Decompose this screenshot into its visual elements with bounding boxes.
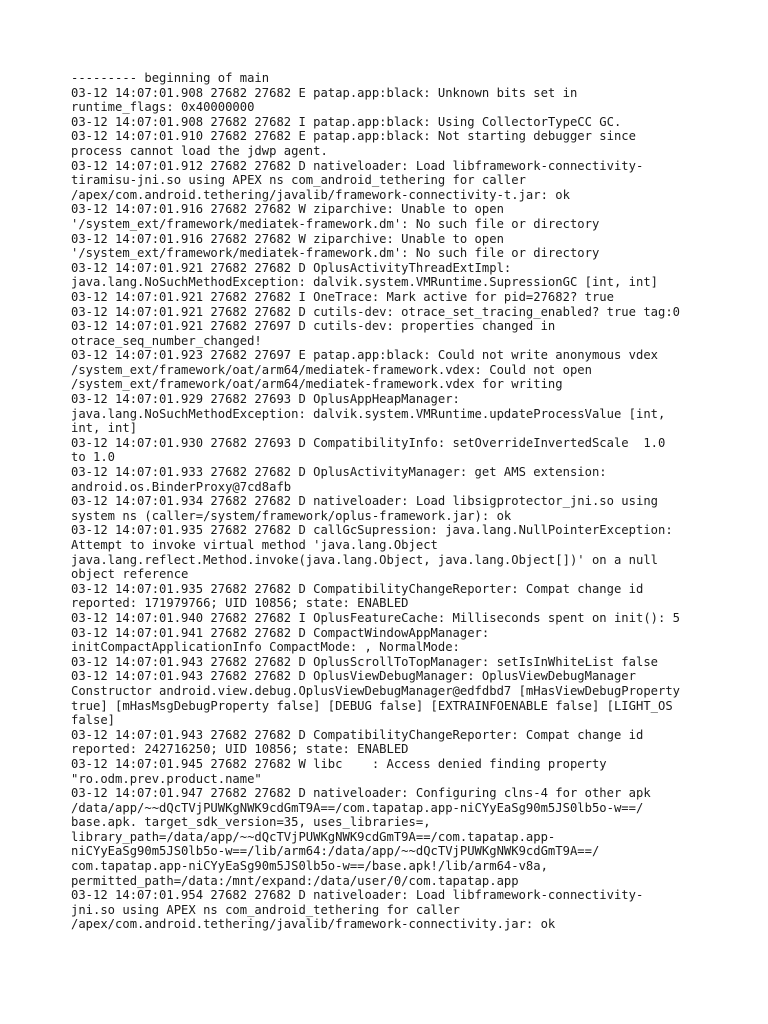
log-line: true] [mHasMsgDebugProperty false] [DEBUG false] [EXTRAINFOENABLE false] [LIGHT_OS xyxy=(71,698,673,713)
log-line: /apex/com.android.tethering/javalib/framework-connectivity-t.jar: ok xyxy=(71,187,570,202)
log-line: 03-12 14:07:01.945 27682 27682 W libc : Access denied finding property xyxy=(71,756,607,771)
log-line: "ro.odm.prev.product.name" xyxy=(71,771,262,786)
log-line: 03-12 14:07:01.921 27682 27697 D cutils-dev: properties changed in xyxy=(71,319,556,334)
log-line: --------- beginning of main xyxy=(71,71,270,85)
log-line: system ns (caller=/system/framework/oplus-framework.jar): ok xyxy=(71,508,512,523)
log-line: /apex/com.android.tethering/javalib/framework-connectivity.jar: ok xyxy=(71,917,556,932)
log-line: 03-12 14:07:01.930 27682 27693 D CompatibilityInfo: setOverrideInvertedScale 1.0 xyxy=(71,435,666,450)
log-line: 03-12 14:07:01.910 27682 27682 E patap.app:black: Not starting debugger since xyxy=(71,129,636,144)
log-line: Attempt to invoke virtual method 'java.lang.Object xyxy=(71,538,438,552)
log-line: 03-12 14:07:01.943 27682 27682 D OplusScrollToTopManager: setIsInWhiteList false xyxy=(71,654,658,669)
log-line: /data/app/~~dQcTVjPUWKgNWK9cdGmT9A==/com.tapatap.app-niCYyEaSg90m5JS0lb5o-w==/ xyxy=(71,800,644,815)
log-line: '/system_ext/framework/mediatek-framework.dm': No such file or directory xyxy=(71,246,600,261)
log-line: otrace_seq_number_changed! xyxy=(71,333,262,348)
log-line: base.apk. target_sdk_version=35, uses_libraries=, xyxy=(71,815,431,830)
log-line: 03-12 14:07:01.929 27682 27693 D OplusAppHeapManager: xyxy=(71,392,460,407)
log-line: object reference xyxy=(71,567,189,582)
log-line: 03-12 14:07:01.947 27682 27682 D nativeloader: Configuring clns-4 for other apk xyxy=(71,786,651,801)
log-line: permitted_path=/data:/mnt/expand:/data/user/0/com.tapatap.app xyxy=(71,873,519,888)
log-line: com.tapatap.app-niCYyEaSg90m5JS0lb5o-w==/base.apk!/lib/arm64-v8a, xyxy=(71,859,548,874)
log-line: runtime_flags: 0x40000000 xyxy=(71,100,255,115)
log-line: false] xyxy=(71,713,116,728)
log-line: android.os.BinderProxy@7cd8afb xyxy=(71,479,292,494)
log-line: 03-12 14:07:01.916 27682 27682 W ziparchive: Unable to open xyxy=(71,202,504,217)
log-line: process cannot load the jdwp agent. xyxy=(71,143,328,158)
log-line: 03-12 14:07:01.908 27682 27682 E patap.app:black: Unknown bits set in xyxy=(71,85,578,100)
log-line: /system_ext/framework/oat/arm64/mediatek-framework.vdex: Could not open xyxy=(71,362,592,377)
log-line: 03-12 14:07:01.916 27682 27682 W ziparchive: Unable to open xyxy=(71,231,504,246)
log-line: library_path=/data/app/~~dQcTVjPUWKgNWK9cdGmT9A==/com.tapatap.app- xyxy=(71,829,556,844)
log-line: 03-12 14:07:01.954 27682 27682 D nativeloader: Load libframework-connectivity- xyxy=(71,888,644,903)
log-line: jni.so using APEX ns com_android_tethering for caller xyxy=(71,902,460,917)
log-line: int, int] xyxy=(71,421,138,436)
log-line: 03-12 14:07:01.923 27682 27697 E patap.app:black: Could not write anonymous vdex xyxy=(71,348,658,363)
log-line: initCompactApplicationInfo CompactMode: , NormalMode: xyxy=(71,640,460,655)
log-line: java.lang.reflect.Method.invoke(java.lang.Object, java.lang.Object[])' on a null xyxy=(71,552,658,567)
log-line: java.lang.NoSuchMethodException: dalvik.system.VMRuntime.SupressionGC [int, int] xyxy=(71,275,658,290)
log-line: reported: 171979766; UID 10856; state: ENABLED xyxy=(71,596,409,611)
log-line: java.lang.NoSuchMethodException: dalvik.system.VMRuntime.updateProcessValue [int, xyxy=(71,406,666,421)
log-line: 03-12 14:07:01.912 27682 27682 D nativeloader: Load libframework-connectivity- xyxy=(71,158,644,173)
log-line: 03-12 14:07:01.935 27682 27682 D callGcSupression: java.lang.NullPointerException: xyxy=(71,523,673,538)
log-line: to 1.0 xyxy=(71,450,116,465)
log-line: 03-12 14:07:01.921 27682 27682 D cutils-dev: otrace_set_tracing_enabled? true tag:0 xyxy=(71,304,681,319)
log-line: 03-12 14:07:01.940 27682 27682 I OplusFeatureCache: Milliseconds spent on init(): 5 xyxy=(71,610,681,625)
log-line: niCYyEaSg90m5JS0lb5o-w==/lib/arm64:/data/app/~~dQcTVjPUWKgNWK9cdGmT9A==/ xyxy=(71,844,600,859)
log-line: 03-12 14:07:01.935 27682 27682 D CompatibilityChangeReporter: Compat change id xyxy=(71,581,644,596)
log-document xyxy=(71,71,711,932)
log-line: Constructor android.view.debug.OplusViewDebugManager@edfdbd7 [mHasViewDebugProperty xyxy=(71,683,681,698)
log-line: 03-12 14:07:01.941 27682 27682 D CompactWindowAppManager: xyxy=(71,625,490,640)
log-line: 03-12 14:07:01.921 27682 27682 I OneTrace: Mark active for pid=27682? true xyxy=(71,289,614,304)
log-line: 03-12 14:07:01.943 27682 27682 D CompatibilityChangeReporter: Compat change id xyxy=(71,727,644,742)
log-line: 03-12 14:07:01.933 27682 27682 D OplusActivityManager: get AMS extension: xyxy=(71,465,607,480)
log-line: 03-12 14:07:01.908 27682 27682 I patap.app:black: Using CollectorTypeCC GC. xyxy=(71,114,622,129)
log-line: reported: 242716250; UID 10856; state: ENABLED xyxy=(71,742,409,757)
log-line: 03-12 14:07:01.934 27682 27682 D nativeloader: Load libsigprotector_jni.so using xyxy=(71,494,658,509)
log-line: tiramisu-jni.so using APEX ns com_android_tethering for caller xyxy=(71,173,526,188)
log-line: /system_ext/framework/oat/arm64/mediatek-framework.vdex for writing xyxy=(71,377,563,392)
log-line: 03-12 14:07:01.943 27682 27682 D OplusViewDebugManager: OplusViewDebugManager xyxy=(71,669,636,684)
log-line: 03-12 14:07:01.921 27682 27682 D OplusActivityThreadExtImpl: xyxy=(71,260,512,275)
log-line: '/system_ext/framework/mediatek-framework.dm': No such file or directory xyxy=(71,216,600,231)
